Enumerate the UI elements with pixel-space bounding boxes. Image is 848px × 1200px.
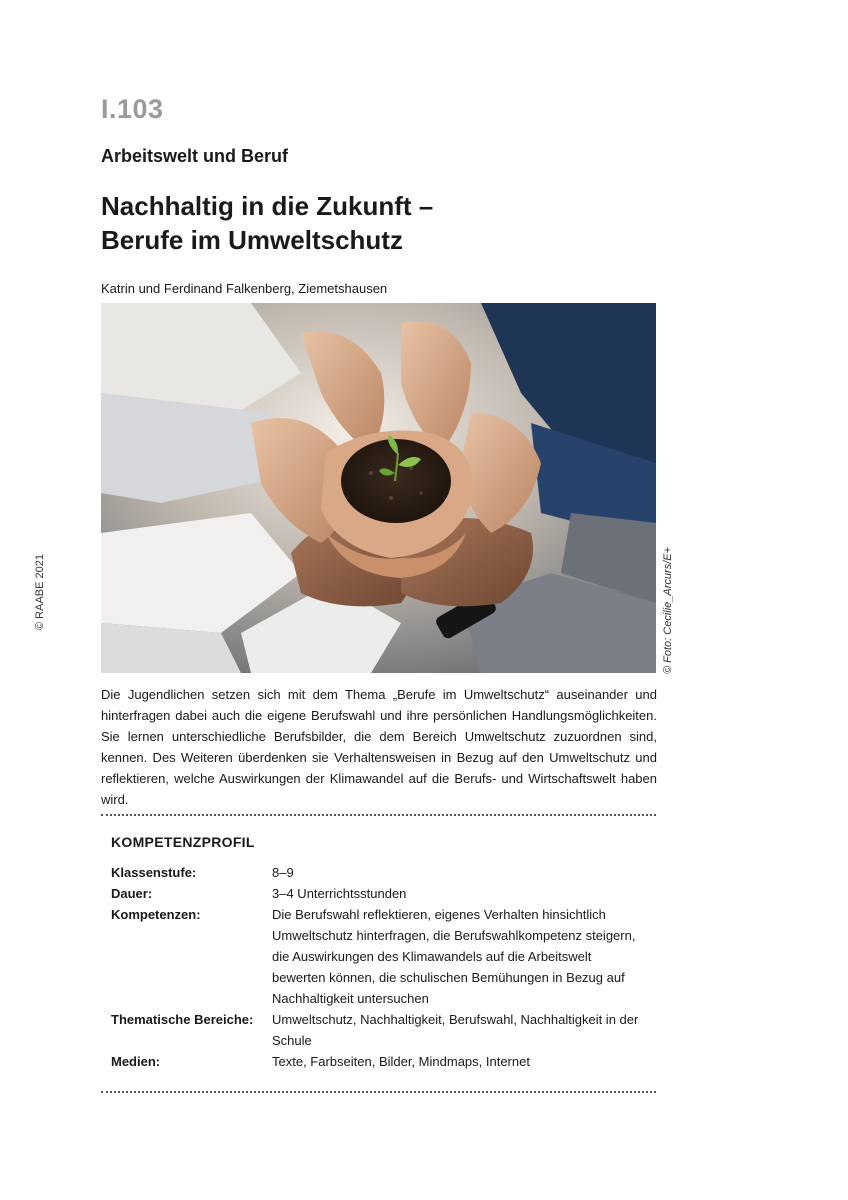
profile-row-kompetenzen bbox=[111, 904, 646, 1009]
page-title bbox=[101, 189, 701, 257]
profile-row-klassenstufe bbox=[111, 862, 646, 883]
profile-value: Texte, Farbseiten, Bilder, Mindmaps, Internet bbox=[272, 1054, 530, 1069]
profile-value: 8–9 bbox=[272, 865, 294, 880]
title-line-1: Nachhaltig in die Zukunft – bbox=[101, 191, 434, 221]
photo-credit: © Foto: Cecilie_Arcurs/E+ bbox=[662, 546, 674, 674]
profile-row-medien bbox=[111, 1051, 646, 1072]
divider-bottom bbox=[101, 1091, 656, 1093]
unit-code: I.103 bbox=[101, 94, 164, 124]
hands-holding-seedling-photo bbox=[101, 303, 656, 673]
competence-profile bbox=[111, 862, 646, 1072]
profile-value: Die Berufswahl reflektieren, eigenes Verhalten hinsichtlich Umweltschutz hinterfragen, die Berufswahlkompetenz steigern, die Auswirkungen des Klimawandels auf die Arbeitswelt bewerten können, die schulischen Bemühungen in Bezug auf Nachhaltigkeit untersuchen bbox=[272, 907, 636, 1006]
profile-label: Medien: bbox=[111, 1054, 161, 1069]
intro-paragraph: Die Jugendlichen setzen sich mit dem Thema „Berufe im Umweltschutz“ auseinander und hinterfragen dabei auch die eigene Berufswahl und ihre persönlichen Handlungsmöglichkeiten. Sie lernen unterschiedliche Berufsbilder, die dem Bereich Umweltschutz zuzuordnen sind, kennen. Des Weiteren überdenken sie Verhaltensweisen in Bezug auf den Umweltschutz und reflektieren, welche Auswirkungen der Klimawandel auf die Berufs- und Wirtschaftswelt haben wird. bbox=[101, 687, 657, 807]
profile-value: 3–4 Unterrichtsstunden bbox=[272, 886, 407, 901]
title-line-2: Berufe im Umweltschutz bbox=[101, 225, 403, 255]
copyright-note: © RAABE 2021 bbox=[34, 554, 46, 630]
profile-row-thematische-bereiche bbox=[111, 1009, 646, 1051]
profile-heading: KOMPETENZPROFIL bbox=[111, 834, 255, 850]
profile-value: Umweltschutz, Nachhaltigkeit, Berufswahl, Nachhaltigkeit in der Schule bbox=[272, 1012, 639, 1048]
category-heading: Arbeitswelt und Beruf bbox=[101, 146, 289, 166]
profile-label: Thematische Bereiche: bbox=[111, 1012, 254, 1027]
divider-top bbox=[101, 814, 656, 816]
author-line: Katrin und Ferdinand Falkenberg, Ziemetshausen bbox=[101, 281, 388, 296]
profile-label: Klassenstufe: bbox=[111, 865, 197, 880]
profile-label: Dauer: bbox=[111, 886, 153, 901]
profile-label: Kompetenzen: bbox=[111, 907, 201, 922]
profile-row-dauer bbox=[111, 883, 646, 904]
